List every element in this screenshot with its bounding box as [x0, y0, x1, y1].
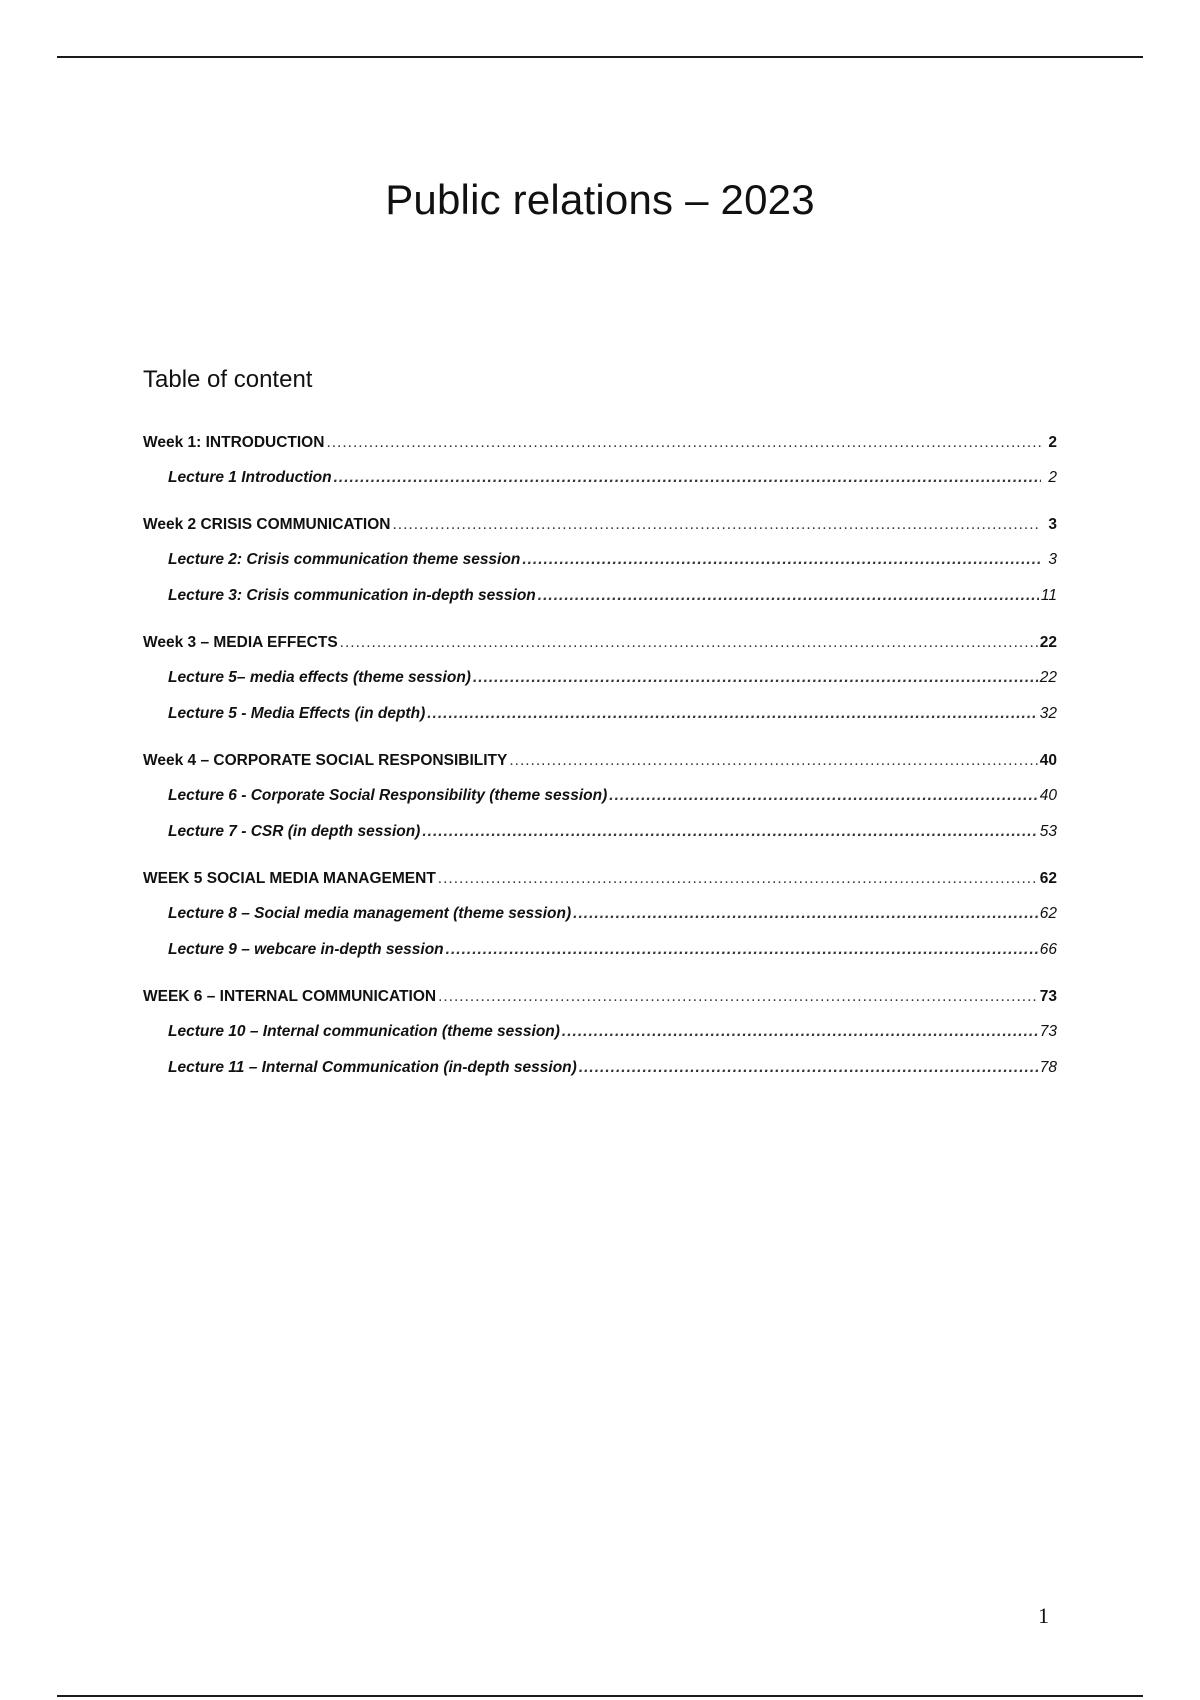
- toc-week-entry-page-number: 22: [1039, 634, 1057, 651]
- footer-rule: [57, 1695, 1143, 1697]
- toc-week-entry-page-number: 2: [1048, 434, 1057, 451]
- toc-lecture-entry[interactable]: [143, 896, 1057, 932]
- dot-leader: [609, 778, 1037, 814]
- table-of-contents: [143, 426, 1057, 1098]
- toc-week-group: [143, 508, 1057, 614]
- dot-leader: [427, 696, 1038, 732]
- toc-week-entry[interactable]: [143, 626, 1057, 660]
- dot-leader: [473, 660, 1038, 696]
- toc-lecture-entry[interactable]: [143, 578, 1057, 614]
- dot-leader: [334, 460, 1041, 496]
- toc-week-group: [143, 744, 1057, 850]
- toc-week-entry-page-number: 40: [1039, 752, 1057, 769]
- toc-week-entry-page-number: 3: [1048, 516, 1057, 533]
- toc-week-entry-label: Week 3 – MEDIA EFFECTS: [143, 634, 338, 651]
- dot-leader: [573, 896, 1038, 932]
- toc-lecture-entry[interactable]: [143, 1014, 1057, 1050]
- toc-lecture-entry-page-number: 73: [1039, 1023, 1057, 1040]
- toc-week-group: [143, 862, 1057, 968]
- header-rule: [57, 56, 1143, 58]
- dot-leader: [438, 862, 1038, 896]
- toc-lecture-entry-page-number: 2: [1048, 469, 1057, 486]
- toc-lecture-entry-label: Lecture 6 - Corporate Social Responsibility (theme session): [168, 787, 608, 804]
- toc-lecture-entry-label: Lecture 5– media effects (theme session): [168, 669, 471, 686]
- document-title: Public relations – 2023: [385, 176, 815, 224]
- toc-lecture-entry-page-number: 78: [1039, 1059, 1057, 1076]
- toc-lecture-entry-page-number: 66: [1039, 941, 1057, 958]
- toc-week-entry-page-number: 73: [1039, 988, 1057, 1005]
- dot-leader: [579, 1050, 1038, 1086]
- toc-week-entry-label: WEEK 5 SOCIAL MEDIA MANAGEMENT: [143, 870, 436, 887]
- dot-leader: [438, 980, 1038, 1014]
- toc-week-entry-label: Week 1: INTRODUCTION: [143, 434, 325, 451]
- dot-leader: [522, 542, 1041, 578]
- toc-lecture-entry[interactable]: [143, 778, 1057, 814]
- toc-lecture-entry-label: Lecture 5 - Media Effects (in depth): [168, 705, 426, 722]
- toc-lecture-entry-label: Lecture 1 Introduction: [168, 469, 332, 486]
- dot-leader: [509, 744, 1037, 778]
- toc-lecture-entry-page-number: 32: [1039, 705, 1057, 722]
- dot-leader: [538, 578, 1039, 614]
- toc-week-entry-page-number: 62: [1039, 870, 1057, 887]
- dot-leader: [326, 426, 1041, 460]
- toc-lecture-entry-label: Lecture 8 – Social media management (theme session): [168, 905, 572, 922]
- toc-lecture-entry-label: Lecture 9 – webcare in-depth session: [168, 941, 444, 958]
- toc-lecture-entry[interactable]: [143, 1050, 1057, 1086]
- toc-week-entry[interactable]: [143, 862, 1057, 896]
- toc-lecture-entry-label: Lecture 7 - CSR (in depth session): [168, 823, 421, 840]
- toc-lecture-entry-label: Lecture 2: Crisis communication theme session: [168, 551, 521, 568]
- toc-lecture-entry-page-number: 22: [1039, 669, 1057, 686]
- toc-lecture-entry[interactable]: [143, 814, 1057, 850]
- toc-week-group: [143, 426, 1057, 496]
- toc-lecture-entry[interactable]: [143, 542, 1057, 578]
- toc-lecture-entry-label: Lecture 11 – Internal Communication (in-depth session): [168, 1059, 577, 1076]
- dot-leader: [340, 626, 1038, 660]
- toc-week-entry-label: Week 2 CRISIS COMMUNICATION: [143, 516, 391, 533]
- toc-week-entry-label: WEEK 6 – INTERNAL COMMUNICATION: [143, 988, 437, 1005]
- toc-week-group: [143, 980, 1057, 1086]
- dot-leader: [392, 508, 1041, 542]
- toc-lecture-entry-label: Lecture 10 – Internal communication (theme session): [168, 1023, 560, 1040]
- toc-lecture-entry[interactable]: [143, 660, 1057, 696]
- toc-week-entry[interactable]: [143, 508, 1057, 542]
- toc-week-entry[interactable]: [143, 744, 1057, 778]
- dot-leader: [422, 814, 1037, 850]
- toc-lecture-entry[interactable]: [143, 696, 1057, 732]
- toc-lecture-entry-page-number: 3: [1048, 551, 1057, 568]
- toc-lecture-entry-page-number: 62: [1039, 905, 1057, 922]
- toc-week-entry-label: Week 4 – CORPORATE SOCIAL RESPONSIBILITY: [143, 752, 508, 769]
- dot-leader: [446, 932, 1038, 968]
- toc-lecture-entry[interactable]: [143, 460, 1057, 496]
- toc-lecture-entry-page-number: 11: [1040, 587, 1057, 604]
- toc-heading: Table of content: [143, 366, 313, 393]
- dot-leader: [562, 1014, 1038, 1050]
- toc-lecture-entry-page-number: 53: [1039, 823, 1057, 840]
- toc-week-entry[interactable]: [143, 980, 1057, 1014]
- toc-week-entry[interactable]: [143, 426, 1057, 460]
- toc-lecture-entry[interactable]: [143, 932, 1057, 968]
- page-number: 1: [1038, 1603, 1049, 1628]
- toc-lecture-entry-page-number: 40: [1039, 787, 1057, 804]
- toc-lecture-entry-label: Lecture 3: Crisis communication in-depth session: [168, 587, 536, 604]
- toc-week-group: [143, 626, 1057, 732]
